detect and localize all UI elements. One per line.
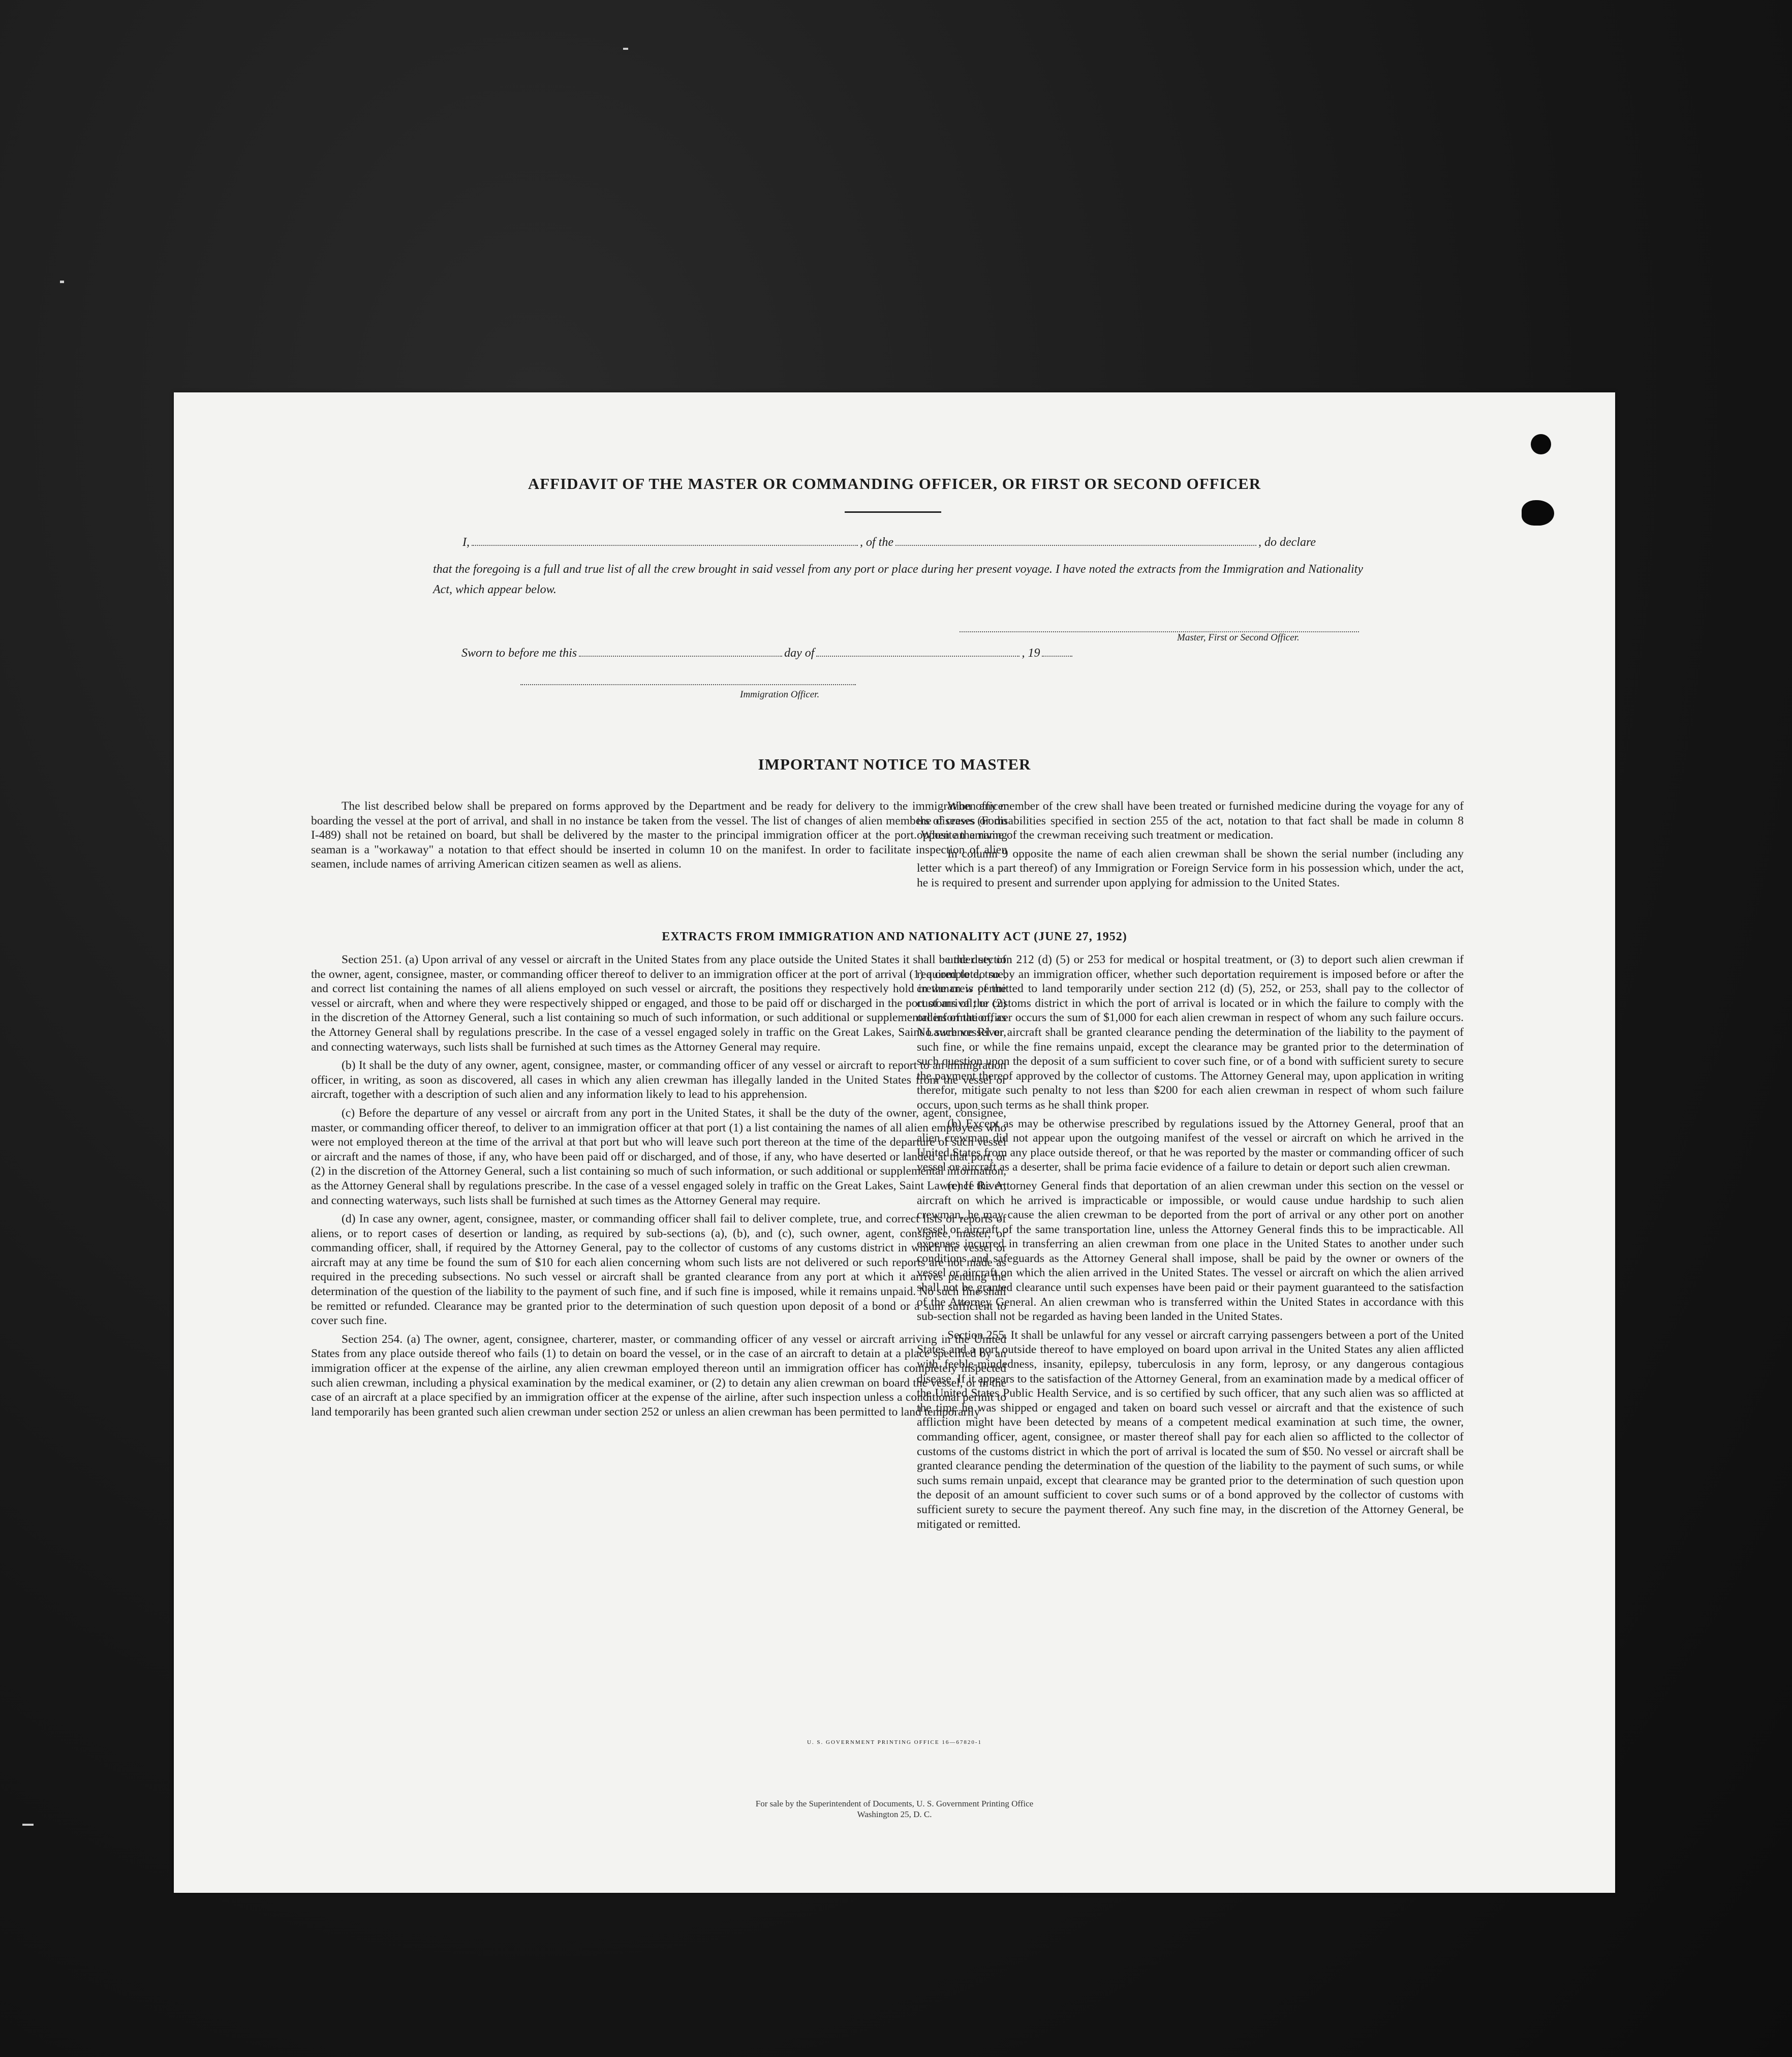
vessel-name-field[interactable] <box>895 543 1256 546</box>
extract-paragraph: under section 212 (d) (5) or 253 for medical or hospital treatment, or (3) to deport such alien crewman if required to do so by an immigration officer, whether such deportation requirement is imposed before or after the crewman is permitted to land temporarily under section 212 (d) (5), 252, or 253, shall pay to the collector of customs of the customs district in which the port of arrival is located or in which the failure to comply with the orders of the officer occurs the sum of $1,000 for each alien crewman in respect of whom any such failure occurs. No such vessel or aircraft shall be granted clearance pending the determination of the liability to the payment of such fine, or while the fine remains unpaid, except the clearance may be granted prior to the determination of such question upon the deposit of a sum sufficient to cover such fine, or of a bond with sufficient surety to secure the payment thereof approved by the collector of customs. The Attorney General may, upon application in writing therefor, mitigate such penalty to not less than $200 for each alien crewman in respect of whom such failure occurs, upon such terms as he shall think proper. <box>917 953 1464 1112</box>
punch-hole <box>1531 434 1551 454</box>
declarant-prefix: I, <box>462 536 470 549</box>
declaration-line <box>462 536 1316 549</box>
affidavit-title: AFFIDAVIT OF THE MASTER OR COMMANDING OFFICER, OR FIRST OR SECOND OFFICER <box>528 475 1261 493</box>
do-declare-label: , do declare <box>1258 536 1316 549</box>
extracts-right-column <box>917 953 1464 1536</box>
declaration-body: that the foregoing is a full and true list of all the crew brought in said vessel from any port or place during her present voyage. I have noted the extracts from the Immigration and Nationality Act, which appear below. <box>433 563 1363 596</box>
title-rule <box>845 511 941 513</box>
sale-notice-line-2: Washington 25, D. C. <box>857 1809 932 1819</box>
sale-notice <box>174 1798 1615 1820</box>
gpo-imprint: U. S. GOVERNMENT PRINTING OFFICE 16—67820-1 <box>807 1739 982 1745</box>
extracts-left-column <box>311 953 1006 1423</box>
extract-paragraph: (b) Except as may be otherwise prescribed by regulations issued by the Attorney General, proof that an alien crewman did not appear upon the outgoing manifest of the vessel or aircraft on which he arrived in the United States from any place outside thereof, or that he was reported by the master or commanding officer of such vessel or aircraft as a deserter, shall be prima facie evidence of a failure to detain or deport such alien crewman. <box>917 1117 1464 1174</box>
notice-left-column <box>311 799 1007 876</box>
ink-blot <box>1522 500 1554 526</box>
immigration-officer-signature-line[interactable] <box>520 682 856 685</box>
sworn-day-field[interactable] <box>579 654 782 657</box>
immigration-officer-label: Immigration Officer. <box>740 689 820 700</box>
notice-paragraph: The list described below shall be prepared on forms approved by the Department and be ready for delivery to the immigration officer boarding the vessel at the port of arrival, and shall in no instance be taken from the vessel. The list of changes of alien members of crews (Form I-489) shall not be retained on board, but shall be delivered by the master to the principal immigration officer at the port. When an arriving seaman is a "workaway" a notation to that effect should be inserted in column 10 on the manifest. In order to facilitate inspection of alien seamen, include names of arriving American citizen seamen as well as aliens. <box>311 800 1007 871</box>
master-signature-label: Master, First or Second Officer. <box>1177 632 1300 643</box>
sworn-month-field[interactable] <box>816 654 1019 657</box>
extract-paragraph: (c) Before the departure of any vessel or aircraft from any port in the United States, it shall be the duty of the owner, agent, consignee, master, or commanding officer thereof, to deliver to an immigration officer at that port (1) a list containing the names of all alien employees who were not employed thereon at the time of the arrival at that port but who will leave such port thereon at the time of the departure of such vessel or aircraft and the names of those, if any, who have been paid off or discharged, and of those, if any, who have deserted or landed at that port, or (2) in the discretion of the Attorney General, such a list containing so much of such information, or such additional or supplemental information, as the Attorney General shall by regulations prescribe. In the case of a vessel engaged solely in traffic on the Great Lakes, Saint Lawrence River, and connecting waterways, such lists shall be furnished at such times as the Attorney General may require. <box>311 1106 1006 1207</box>
notice-paragraph: In column 9 opposite the name of each alien crewman shall be shown the serial number (including any letter which is a part thereof) of any Immigration or Foreign Service form in his possession which, under the act, he is required to present and surrender upon applying for admission to the United States. <box>917 847 1464 889</box>
of-the-label: , of the <box>860 536 893 549</box>
extract-paragraph: Section 254. (a) The owner, agent, consignee, charterer, master, or commanding officer of any vessel or aircraft arriving in the United States from any place outside thereof who fails (1) to detain on board the vessel, or in the case of an aircraft to detain at a place specified by an immigration officer at the expense of the airline, any alien crewman employed thereon until an immigration officer has completely inspected such alien crewman, including a physical examination by the medical examiner, or (2) to detain any alien crewman on board the vessel, or in the case of an aircraft at a place specified by an immigration officer at the expense of the airline, after such inspection unless a conditional permit to land temporarily has been granted such alien crewman under section 252 or unless an alien crewman has been permitted to land temporarily <box>311 1332 1006 1419</box>
sworn-line <box>461 647 1074 660</box>
scan-speck <box>60 281 64 283</box>
extract-paragraph: (d) In case any owner, agent, consignee, master, or commanding officer shall fail to deliver complete, true, and correct lists or reports of aliens, or to report cases of desertion or landing, as required by sub-sections (a), (b), and (c), such owner, agent, consignee, master, or commanding officer, shall, if required by the Attorney General, pay to the collector of customs of any customs district in which the vessel or aircraft may at any time be found the sum of $10 for each alien concerning whom such lists are not delivered or such reports are not made as required in the preceding subsections. No such vessel or aircraft shall be granted clearance from any port at which it arrives pending the determination of the question of the liability to the payment of such fine, and if such fine is imposed, while it remains unpaid. No such fine shall be remitted or refunded. Clearance may be granted prior to the determination of such question upon deposit of a bond or a sum sufficient to cover such fine. <box>311 1212 1006 1328</box>
sworn-label: Sworn to before me this <box>461 647 577 660</box>
declarant-name-field[interactable] <box>472 543 858 546</box>
sale-notice-line-1: For sale by the Superintendent of Documents, U. S. Government Printing Office <box>755 1799 1034 1808</box>
notice-paragraph: When any member of the crew shall have been treated or furnished medicine during the voyage for any of the diseases or disabilities specified in section 255 of the act, notation to that fact shall be made in column 8 opposite the name of the crewman receiving such treatment or medication. <box>917 800 1464 842</box>
extract-paragraph: Section 255. It shall be unlawful for any vessel or aircraft carrying passengers between a port of the United States and a port outside thereof to have employed on board upon arrival in the United States any alien afflicted with feeble-mindedness, insanity, epilepsy, tuberculosis in any form, leprosy, or any dangerous contagious disease. If it appears to the satisfaction of the Attorney General, from an examination made by a medical officer of the United States Public Health Service, and is so certified by such officer, that any such alien was so afflicted at the time he was shipped or engaged and taken on board such vessel or aircraft and that the existence of such affliction might have been detected by means of a competent medical examination at such time, the owner, commanding officer, agent, consignee, or master thereof shall pay for each alien so afflicted to the collector of customs of the customs district in which the port of arrival is located the sum of $50. No vessel or aircraft shall be granted clearance pending the determination of the question of the liability to the payment of such sums, or while such sums remain unpaid, except that clearance may be granted prior to the determination of such question upon the deposit of an amount sufficient to cover such sums or of a bond approved by the collector of customs with sufficient surety to secure the payment thereof. Any such fine may, in the discretion of the Attorney General, be mitigated or remitted. <box>917 1328 1464 1531</box>
scan-speck <box>22 1824 34 1826</box>
sworn-year-field[interactable] <box>1042 654 1072 657</box>
day-of-label: day of <box>784 647 815 660</box>
extract-paragraph: (b) It shall be the duty of any owner, agent, consignee, master, or commanding officer of any vessel or aircraft to report to an immigration officer, in writing, as soon as discovered, all cases in which any alien crewman has illegally landed in the United States from the vessel or aircraft, together with a description of such alien and any information likely to lead to his apprehension. <box>311 1059 1006 1101</box>
extract-paragraph: (c) If the Attorney General finds that deportation of an alien crewman under this section on the vessel or aircraft on which he arrived is impracticable or impossible, or would cause undue hardship to such alien crewman, he may cause the alien crewman to be deported from the port of arrival or any other port on another vessel or aircraft of the same transportation line, unless the Attorney General finds this to be impracticable. All expenses incurred in transferring an alien crewman from one place in the United States to another under such conditions and safeguards as the Attorney General shall impose, shall be paid by the owner or owners of the vessel or aircraft on which the alien arrived in the United States. The vessel or aircraft on which the alien arrived shall not be granted clearance until such expenses have been paid or their payment guaranteed to the satisfaction of the Attorney General. An alien crewman who is transferred within the United States in accordance with this sub-section shall not be regarded as having been landed in the United States. <box>917 1179 1464 1324</box>
year-label: , 19 <box>1022 647 1040 660</box>
notice-right-column <box>917 799 1464 895</box>
scan-speck <box>623 48 628 50</box>
extract-paragraph: Section 251. (a) Upon arrival of any vessel or aircraft in the United States from any place outside the United States it shall be the duty of the owner, agent, consignee, master, or commanding officer thereof to deliver to an immigration officer at the port of arrival (1) a complete, true, and correct list containing the names of all aliens employed on such vessel or aircraft, the positions they respectively hold in the crew of the vessel or aircraft, when and where they were respectively shipped or engaged, and those to be paid off or discharged in the port of arrival; or (2) in the discretion of the Attorney General, such a list containing so much of such information, or such additional or supplemental information, as the Attorney General shall by regulations prescribe. In the case of a vessel engaged solely in traffic on the Great Lakes, Saint Lawrence River, and connecting waterways, such lists shall be furnished at such times as the Attorney General may require. <box>311 953 1006 1054</box>
notice-title: IMPORTANT NOTICE TO MASTER <box>758 755 1031 773</box>
form-sheet <box>174 392 1615 1893</box>
extracts-title: EXTRACTS FROM IMMIGRATION AND NATIONALITY ACT (JUNE 27, 1952) <box>662 930 1127 943</box>
